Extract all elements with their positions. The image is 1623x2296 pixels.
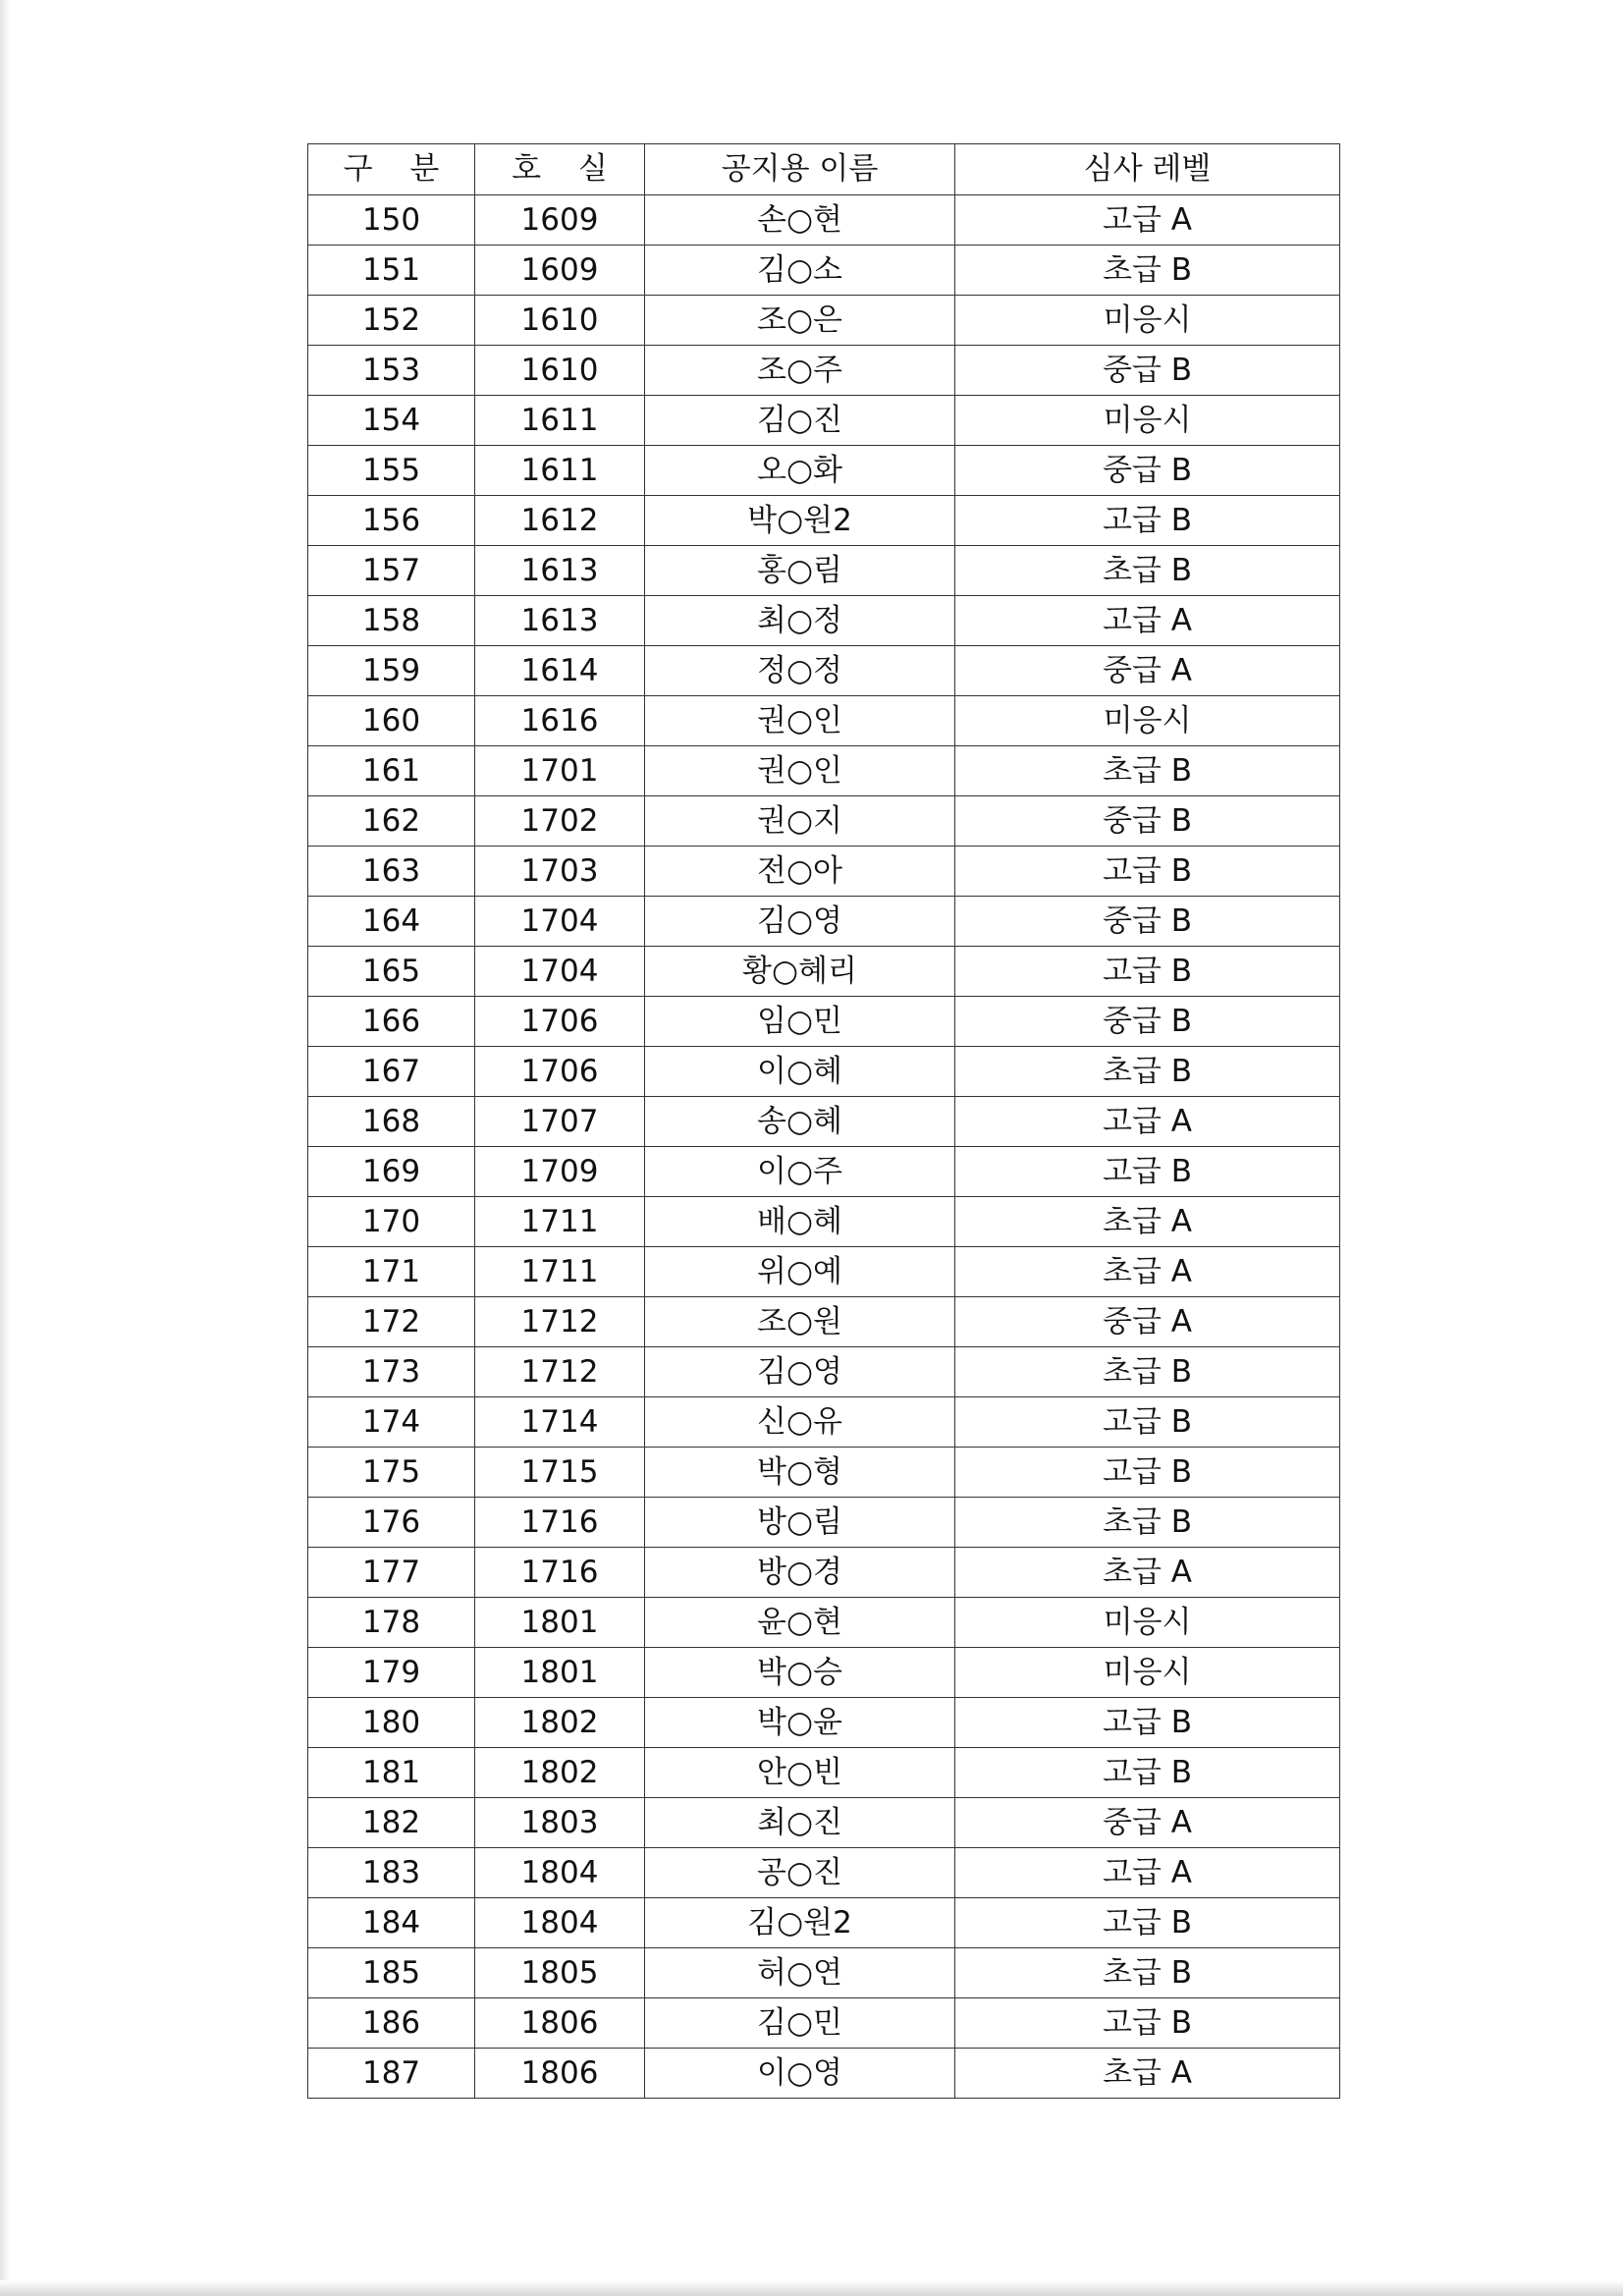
review-level-cell: 중급 B [955,897,1340,947]
room-number-cell: 1712 [475,1347,645,1397]
review-level-cell: 미응시 [955,396,1340,446]
row-number-cell: 181 [308,1748,475,1798]
table-row [308,1998,1340,2049]
row-number-cell: 173 [308,1347,475,1397]
review-level-cell: 미응시 [955,1648,1340,1698]
row-number-cell: 182 [308,1798,475,1848]
room-number-cell: 1714 [475,1397,645,1448]
notice-name-cell: 김○원2 [645,1898,955,1948]
row-number-cell: 175 [308,1448,475,1498]
table-row [308,1648,1340,1698]
room-number-cell: 1609 [475,246,645,296]
row-number-cell: 161 [308,746,475,796]
room-number-cell: 1802 [475,1748,645,1798]
row-number-cell: 160 [308,696,475,746]
table-header-row [308,144,1340,195]
review-level-cell: 고급 B [955,1748,1340,1798]
review-level-cell: 고급 A [955,1097,1340,1147]
table-row [308,1948,1340,1998]
review-level-cell: 초급 B [955,1498,1340,1548]
review-level-cell: 초급 B [955,1347,1340,1397]
row-number-cell: 155 [308,446,475,496]
table-row [308,947,1340,997]
review-level-cell: 고급 B [955,847,1340,897]
table-row [308,1097,1340,1147]
table-row [308,1598,1340,1648]
review-level-cell: 미응시 [955,696,1340,746]
row-number-cell: 154 [308,396,475,446]
notice-name-cell: 박○윤 [645,1698,955,1748]
table-row [308,1748,1340,1798]
review-level-cell: 초급 A [955,1247,1340,1297]
row-number-cell: 168 [308,1097,475,1147]
row-number-cell: 169 [308,1147,475,1197]
room-number-cell: 1711 [475,1247,645,1297]
table-row [308,1498,1340,1548]
notice-name-cell: 김○진 [645,396,955,446]
scan-edge-bottom [0,2280,1623,2296]
review-level-cell: 고급 B [955,1998,1340,2049]
row-number-cell: 187 [308,2049,475,2099]
results-table [307,143,1340,2099]
row-number-cell: 159 [308,646,475,696]
row-number-cell: 166 [308,997,475,1047]
row-number-cell: 179 [308,1648,475,1698]
notice-name-cell: 김○영 [645,897,955,947]
room-number-cell: 1610 [475,346,645,396]
review-level-cell: 고급 B [955,1448,1340,1498]
review-level-cell: 미응시 [955,296,1340,346]
review-level-cell: 중급 A [955,646,1340,696]
table-row [308,496,1340,546]
row-number-cell: 184 [308,1898,475,1948]
review-level-cell: 초급 B [955,746,1340,796]
review-level-cell: 초급 A [955,2049,1340,2099]
review-level-cell: 고급 A [955,1848,1340,1898]
row-number-cell: 171 [308,1247,475,1297]
room-number-cell: 1613 [475,596,645,646]
row-number-cell: 163 [308,847,475,897]
notice-name-cell: 김○영 [645,1347,955,1397]
row-number-cell: 167 [308,1047,475,1097]
notice-name-cell: 송○혜 [645,1097,955,1147]
table-row [308,246,1340,296]
table-row [308,1898,1340,1948]
table-row [308,1347,1340,1397]
table-row [308,596,1340,646]
review-level-cell: 고급 B [955,496,1340,546]
notice-name-cell: 신○유 [645,1397,955,1448]
row-number-cell: 158 [308,596,475,646]
notice-name-cell: 임○민 [645,997,955,1047]
review-level-cell: 미응시 [955,1598,1340,1648]
room-number-cell: 1609 [475,195,645,246]
notice-name-cell: 손○현 [645,195,955,246]
table-row [308,1698,1340,1748]
row-number-cell: 153 [308,346,475,396]
notice-name-cell: 권○인 [645,696,955,746]
table-row [308,396,1340,446]
table-row [308,1798,1340,1848]
notice-name-cell: 황○혜리 [645,947,955,997]
header-room: 호 실 [475,144,645,195]
row-number-cell: 152 [308,296,475,346]
table-row [308,346,1340,396]
review-level-cell: 초급 B [955,546,1340,596]
room-number-cell: 1614 [475,646,645,696]
room-number-cell: 1711 [475,1197,645,1247]
table-row [308,1147,1340,1197]
notice-name-cell: 윤○현 [645,1598,955,1648]
notice-name-cell: 박○원2 [645,496,955,546]
room-number-cell: 1701 [475,746,645,796]
header-notice-name: 공지용 이름 [645,144,955,195]
notice-name-cell: 이○영 [645,2049,955,2099]
room-number-cell: 1805 [475,1948,645,1998]
table-row [308,1848,1340,1898]
row-number-cell: 151 [308,246,475,296]
row-number-cell: 183 [308,1848,475,1898]
notice-name-cell: 김○민 [645,1998,955,2049]
room-number-cell: 1704 [475,897,645,947]
row-number-cell: 164 [308,897,475,947]
results-table-container [307,143,1339,2099]
room-number-cell: 1610 [475,296,645,346]
table-row [308,1197,1340,1247]
room-number-cell: 1716 [475,1498,645,1548]
row-number-cell: 174 [308,1397,475,1448]
table-row [308,1397,1340,1448]
room-number-cell: 1703 [475,847,645,897]
table-row [308,696,1340,746]
room-number-cell: 1801 [475,1598,645,1648]
notice-name-cell: 김○소 [645,246,955,296]
notice-name-cell: 박○승 [645,1648,955,1698]
table-row [308,897,1340,947]
review-level-cell: 중급 B [955,346,1340,396]
room-number-cell: 1704 [475,947,645,997]
review-level-cell: 중급 A [955,1798,1340,1848]
row-number-cell: 178 [308,1598,475,1648]
notice-name-cell: 공○진 [645,1848,955,1898]
room-number-cell: 1702 [475,796,645,847]
review-level-cell: 초급 A [955,1548,1340,1598]
notice-name-cell: 허○연 [645,1948,955,1998]
row-number-cell: 162 [308,796,475,847]
review-level-cell: 고급 A [955,596,1340,646]
notice-name-cell: 정○정 [645,646,955,696]
notice-name-cell: 조○주 [645,346,955,396]
table-row [308,997,1340,1047]
table-row [308,1047,1340,1097]
notice-name-cell: 배○혜 [645,1197,955,1247]
notice-name-cell: 권○지 [645,796,955,847]
notice-name-cell: 조○은 [645,296,955,346]
room-number-cell: 1716 [475,1548,645,1598]
table-row [308,1448,1340,1498]
room-number-cell: 1611 [475,396,645,446]
notice-name-cell: 방○림 [645,1498,955,1548]
notice-name-cell: 방○경 [645,1548,955,1598]
notice-name-cell: 안○빈 [645,1748,955,1798]
table-row [308,847,1340,897]
notice-name-cell: 위○예 [645,1247,955,1297]
table-row [308,1297,1340,1347]
room-number-cell: 1804 [475,1898,645,1948]
room-number-cell: 1804 [475,1848,645,1898]
table-row [308,446,1340,496]
review-level-cell: 고급 B [955,947,1340,997]
notice-name-cell: 최○정 [645,596,955,646]
room-number-cell: 1715 [475,1448,645,1498]
room-number-cell: 1706 [475,1047,645,1097]
review-level-cell: 중급 B [955,997,1340,1047]
room-number-cell: 1612 [475,496,645,546]
table-row [308,746,1340,796]
room-number-cell: 1801 [475,1648,645,1698]
notice-name-cell: 박○형 [645,1448,955,1498]
room-number-cell: 1709 [475,1147,645,1197]
scan-edge-left [0,0,10,2296]
review-level-cell: 중급 B [955,796,1340,847]
review-level-cell: 초급 B [955,1047,1340,1097]
table-row [308,2049,1340,2099]
notice-name-cell: 권○인 [645,746,955,796]
row-number-cell: 180 [308,1698,475,1748]
table-row [308,1247,1340,1297]
review-level-cell: 고급 A [955,195,1340,246]
notice-name-cell: 이○혜 [645,1047,955,1097]
review-level-cell: 고급 B [955,1898,1340,1948]
notice-name-cell: 조○원 [645,1297,955,1347]
row-number-cell: 176 [308,1498,475,1548]
room-number-cell: 1802 [475,1698,645,1748]
review-level-cell: 초급 B [955,246,1340,296]
table-row [308,796,1340,847]
table-row [308,1548,1340,1598]
notice-name-cell: 오○화 [645,446,955,496]
table-row [308,646,1340,696]
room-number-cell: 1706 [475,997,645,1047]
row-number-cell: 186 [308,1998,475,2049]
row-number-cell: 150 [308,195,475,246]
notice-name-cell: 홍○림 [645,546,955,596]
room-number-cell: 1613 [475,546,645,596]
table-row [308,546,1340,596]
review-level-cell: 초급 B [955,1948,1340,1998]
room-number-cell: 1712 [475,1297,645,1347]
row-number-cell: 177 [308,1548,475,1598]
room-number-cell: 1806 [475,2049,645,2099]
row-number-cell: 172 [308,1297,475,1347]
review-level-cell: 고급 B [955,1698,1340,1748]
review-level-cell: 중급 A [955,1297,1340,1347]
room-number-cell: 1803 [475,1798,645,1848]
review-level-cell: 중급 B [955,446,1340,496]
header-category: 구 분 [308,144,475,195]
room-number-cell: 1616 [475,696,645,746]
room-number-cell: 1707 [475,1097,645,1147]
review-level-cell: 초급 A [955,1197,1340,1247]
table-row [308,195,1340,246]
notice-name-cell: 이○주 [645,1147,955,1197]
room-number-cell: 1806 [475,1998,645,2049]
table-row [308,296,1340,346]
room-number-cell: 1611 [475,446,645,496]
review-level-cell: 고급 B [955,1147,1340,1197]
row-number-cell: 157 [308,546,475,596]
review-level-cell: 고급 B [955,1397,1340,1448]
row-number-cell: 165 [308,947,475,997]
header-review-level: 심사 레벨 [955,144,1340,195]
row-number-cell: 170 [308,1197,475,1247]
notice-name-cell: 최○진 [645,1798,955,1848]
table-body [308,195,1340,2099]
notice-name-cell: 전○아 [645,847,955,897]
row-number-cell: 185 [308,1948,475,1998]
row-number-cell: 156 [308,496,475,546]
